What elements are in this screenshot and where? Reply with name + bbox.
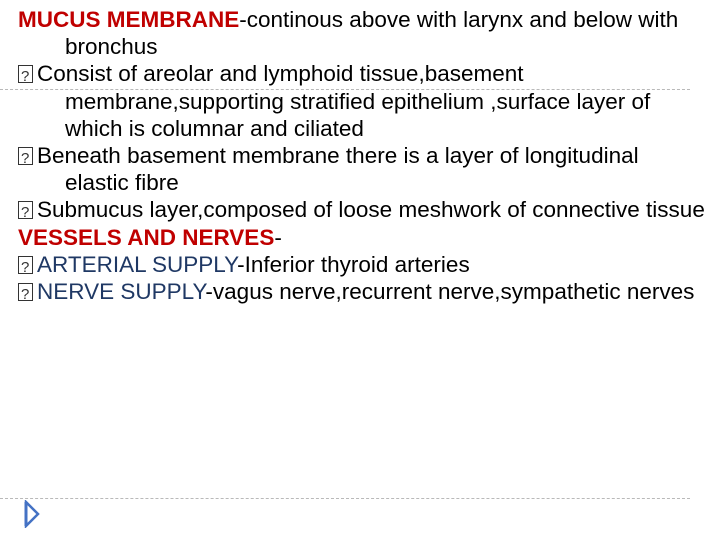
bullet-box-icon — [18, 147, 33, 165]
bullet-text: Consist of areolar and lymphoid tissue,basement membrane,supporting stratified epithelium ,surface layer of which is columnar and ciliated — [37, 61, 651, 141]
vessels-nerves-text: - — [274, 224, 282, 250]
mucus-membrane-text: -continous above with larynx and below with bronchus — [65, 7, 679, 60]
bullet-item-consist — [18, 60, 708, 142]
bullet-box-icon — [18, 201, 33, 219]
nerve-supply-text: -vagus nerve,recurrent nerve,sympathetic nerves — [205, 279, 695, 305]
bullet-box-icon — [18, 256, 33, 274]
bullet-text: Beneath basement membrane there is a layer of longitudinal elastic fibre — [37, 143, 639, 196]
arterial-supply-text: -Inferior thyroid arteries — [237, 251, 470, 277]
slide-content — [18, 6, 708, 305]
mucus-membrane-paragraph — [18, 6, 708, 60]
bullet-box-icon — [18, 65, 33, 83]
bullet-item-submucus — [18, 196, 708, 223]
vessels-nerves-paragraph — [18, 224, 708, 251]
vessels-nerves-heading: VESSELS AND NERVES — [18, 224, 275, 250]
bullet-item-nerve — [18, 278, 708, 305]
bullet-item-arterial — [18, 251, 708, 278]
bullet-text: Submucus layer,composed of loose meshwork of connective tissue — [37, 197, 705, 223]
mucus-membrane-heading: MUCUS MEMBRANE — [18, 7, 240, 32]
play-arrow-icon[interactable] — [22, 500, 42, 528]
bullet-box-icon — [18, 283, 33, 301]
bullet-item-beneath — [18, 142, 708, 196]
arterial-supply-label: ARTERIAL SUPPLY — [37, 251, 238, 277]
bottom-divider — [0, 498, 690, 499]
nerve-supply-label: NERVE SUPPLY — [37, 279, 206, 305]
